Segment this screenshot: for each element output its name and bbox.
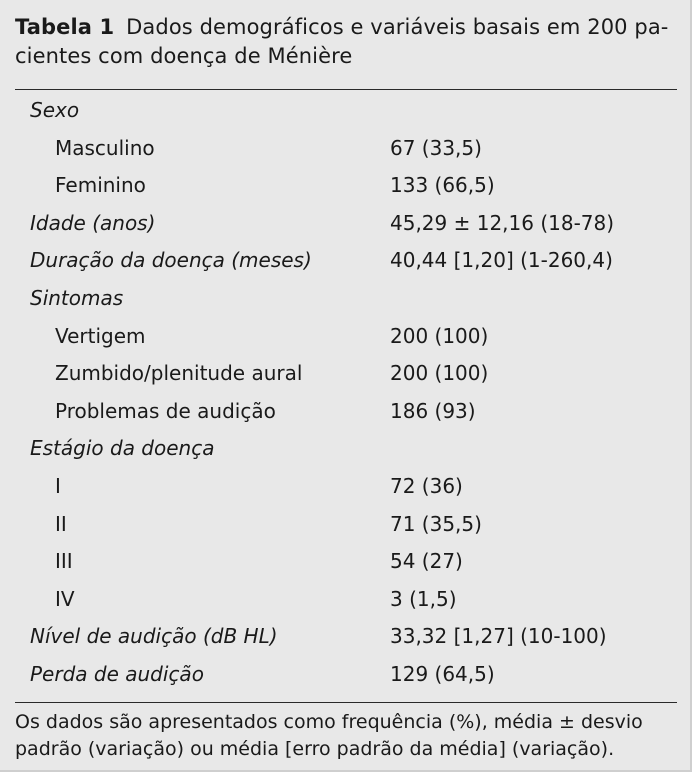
- row-value: 72 (36): [390, 474, 463, 498]
- footnote-line-2: padrão (variação) ou média [erro padrão da média] (variação).: [15, 738, 615, 760]
- table-row: [0, 468, 690, 505]
- row-heading: Idade (anos): [30, 210, 156, 235]
- table-row: [0, 430, 690, 467]
- row-label: I: [55, 474, 61, 498]
- row-value: 54 (27): [390, 549, 463, 574]
- table-label: Tabela 1: [15, 15, 115, 39]
- row-value: 186 (93): [390, 398, 476, 423]
- table-row: [0, 167, 690, 204]
- row-value: 3 (1,5): [390, 586, 457, 611]
- row-value: 40,44 [1,20] (1-260,4): [390, 248, 613, 273]
- row-value: 129 (64,5): [390, 662, 495, 686]
- row-value: 200 (100): [390, 361, 489, 386]
- row-label: III: [55, 549, 73, 574]
- caption-text-1: Dados demográficos e variáveis basais em 200 pa-: [126, 15, 669, 39]
- row-value: 45,29 ± 12,16 (18-78): [390, 210, 615, 235]
- top-rule: [15, 89, 677, 90]
- table-caption: [15, 13, 680, 71]
- row-heading: Estágio da doença: [30, 436, 215, 461]
- row-label: Feminino: [55, 173, 146, 198]
- row-heading: Sintomas: [30, 286, 124, 310]
- caption-line-1: [15, 13, 680, 42]
- row-label: Masculino: [55, 135, 155, 160]
- row-label: II: [55, 511, 67, 536]
- bottom-rule: [15, 702, 677, 703]
- row-label: IV: [55, 586, 75, 611]
- table-row: [0, 656, 690, 693]
- caption-text-2: cientes com doença de Ménière: [15, 44, 353, 68]
- table-row: [0, 205, 690, 242]
- row-label: Zumbido/plenitude aural: [55, 361, 303, 386]
- table-row: [0, 618, 690, 655]
- table-row: [0, 318, 690, 355]
- table-row: [0, 393, 690, 430]
- table-row: [0, 280, 690, 317]
- row-heading: Sexo: [30, 98, 80, 122]
- table-footnote: [15, 709, 685, 763]
- row-label: Problemas de audição: [55, 398, 276, 423]
- table-row: [0, 130, 690, 167]
- row-label: Vertigem: [55, 323, 146, 348]
- table-row: [0, 92, 690, 129]
- row-value: 200 (100): [390, 323, 489, 348]
- row-value: 33,32 [1,27] (10-100): [390, 624, 607, 649]
- row-heading: Duração da doença (meses): [30, 248, 312, 273]
- row-value: 133 (66,5): [390, 173, 495, 198]
- table-row: [0, 581, 690, 618]
- footnote-line-1: Os dados são apresentados como frequência (%), média ± desvio: [15, 711, 643, 733]
- row-heading: Nível de audição (dB HL): [30, 624, 278, 649]
- table-row: [0, 543, 690, 580]
- table-row: [0, 506, 690, 543]
- table-row: [0, 355, 690, 392]
- table-row: [0, 242, 690, 279]
- row-value: 67 (33,5): [390, 135, 482, 160]
- row-heading: Perda de audição: [30, 662, 204, 686]
- row-value: 71 (35,5): [390, 511, 482, 536]
